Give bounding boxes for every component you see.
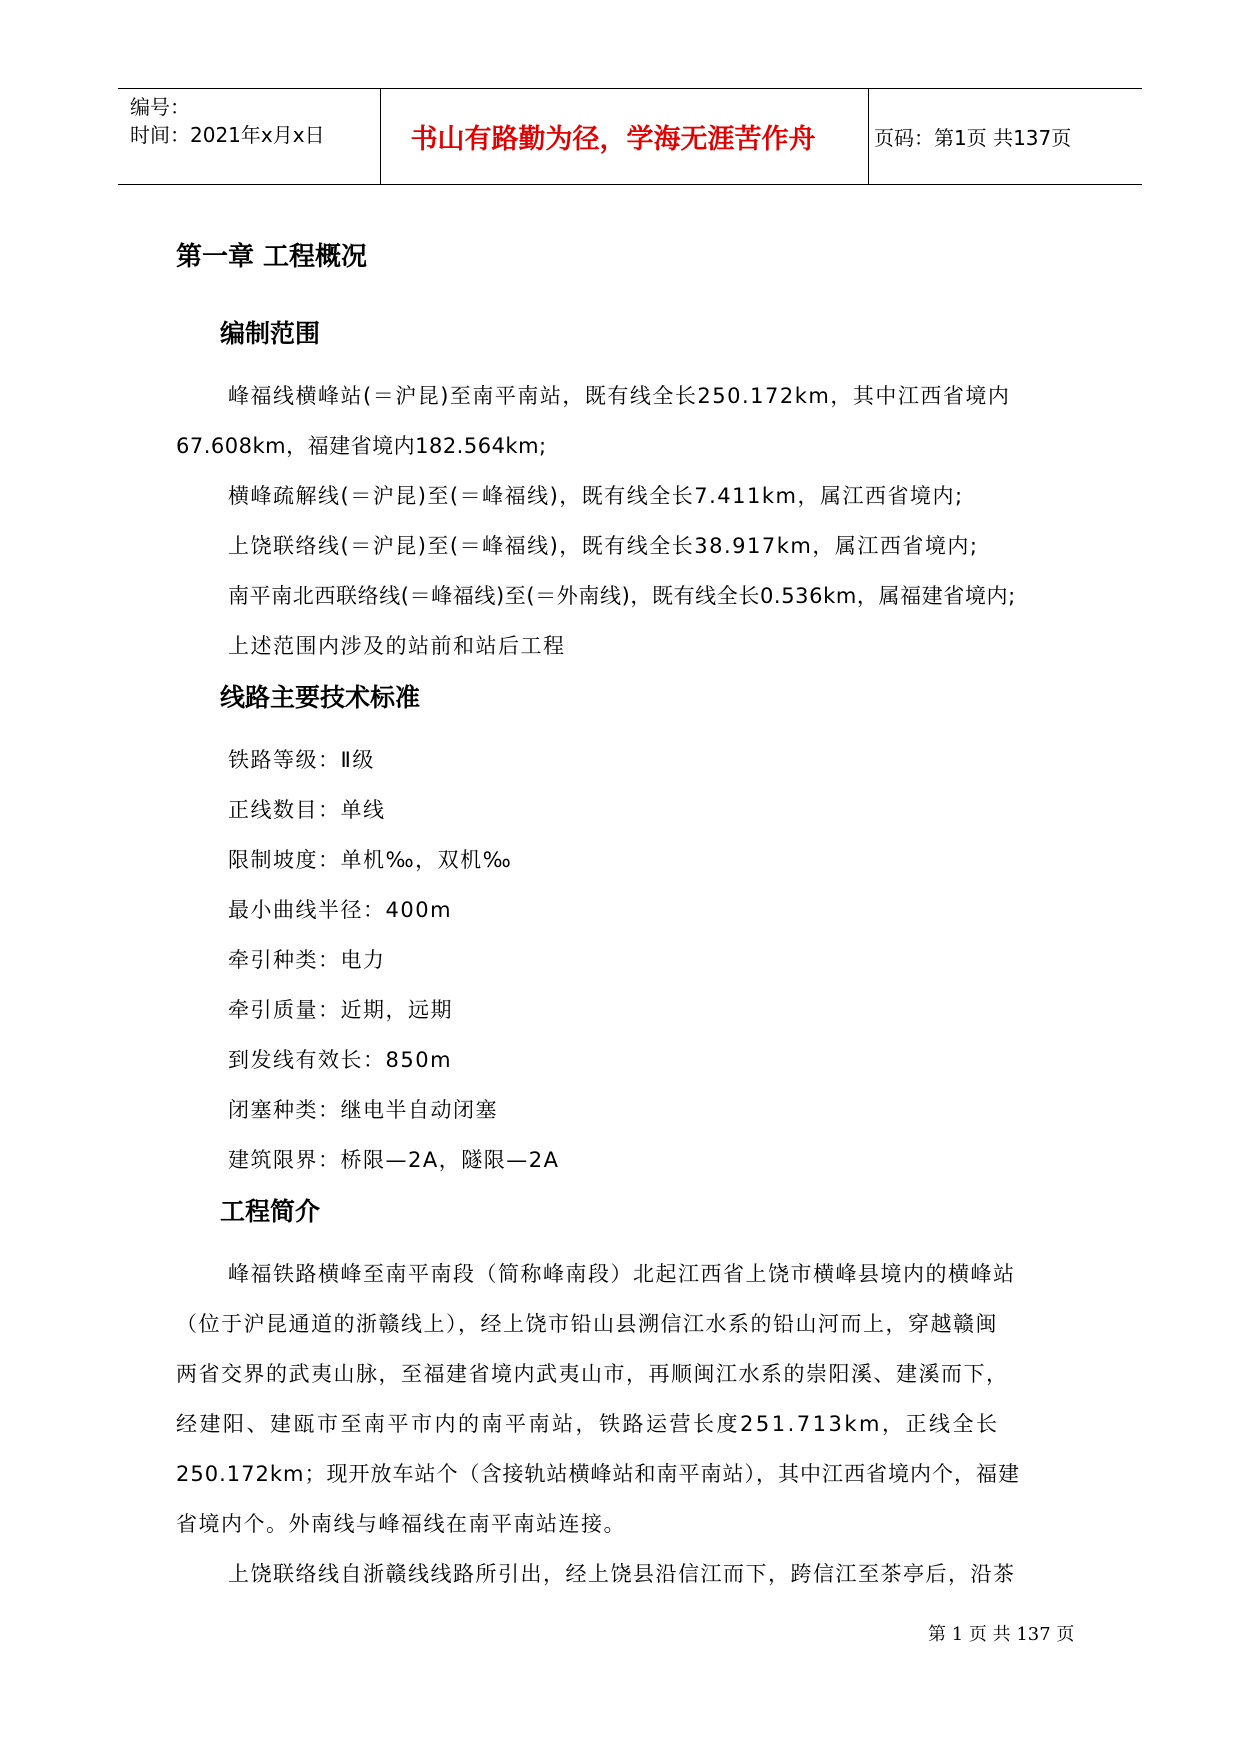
header-motto: 书山有路勤为径，学海无涯苦作舟	[410, 124, 816, 155]
chapter-title: 第一章 工程概况	[176, 242, 368, 272]
standard-item: 最小曲线半径：400m	[228, 898, 453, 922]
paragraph-line: （位于沪昆通道的浙赣线上），经上饶市铅山县溯信江水系的铅山河而上，穿越赣闽	[176, 1312, 998, 1336]
standard-item: 建筑限界：桥限—2A，隧限—2A	[228, 1148, 560, 1172]
paragraph-line: 横峰疏解线(＝沪昆)至(＝峰福线)，既有线全长7.411km，属江西省境内;	[228, 484, 964, 508]
header-table	[118, 88, 1142, 185]
standard-item: 正线数目：单线	[228, 798, 386, 822]
standard-item: 限制坡度：单机‰，双机‰	[228, 848, 513, 872]
standard-item: 到发线有效长：850m	[228, 1048, 453, 1072]
document-time-label: 时间：2021年x月x日	[130, 123, 325, 147]
standard-item: 闭塞种类：继电半自动闭塞	[228, 1098, 498, 1122]
standard-item: 牵引质量：近期，远期	[228, 998, 453, 1022]
header-divider	[868, 89, 869, 184]
header-page-label: 页码：第1页 共137页	[874, 126, 1072, 150]
paragraph-line: 两省交界的武夷山脉，至福建省境内武夷山市，再顺闽江水系的崇阳溪、建溪而下，	[176, 1362, 1009, 1386]
paragraph-line: 上述范围内涉及的站前和站后工程	[228, 634, 566, 658]
paragraph-line: 67.608km，福建省境内182.564km;	[176, 434, 547, 458]
section-title-overview: 工程简介	[220, 1197, 321, 1226]
paragraph-line: 南平南北西联络线(＝峰福线)至(＝外南线)，既有线全长0.536km，属福建省境内;	[228, 584, 1016, 608]
header-info-cell	[130, 89, 380, 184]
paragraph-line: 峰福线横峰站(＝沪昆)至南平南站，既有线全长250.172km，其中江西省境内	[228, 384, 1011, 408]
paragraph-line: 上饶联络线(＝沪昆)至(＝峰福线)，既有线全长38.917km，属江西省境内;	[228, 534, 979, 558]
paragraph-line: 250.172km；现开放车站个（含接轨站横峰站和南平南站），其中江西省境内个，福建	[176, 1462, 1020, 1486]
paragraph-line: 经建阳、建瓯市至南平市内的南平南站，铁路运营长度251.713km，正线全长	[176, 1412, 1000, 1436]
paragraph-line: 省境内个。外南线与峰福线在南平南站连接。	[176, 1512, 626, 1536]
paragraph-line: 上饶联络线自浙赣线线路所引出，经上饶县沿信江而下，跨信江至茶亭后，沿茶	[228, 1562, 1016, 1586]
standard-item: 铁路等级：Ⅱ级	[228, 748, 375, 772]
section-title-scope: 编制范围	[220, 319, 321, 348]
section-title-standards: 线路主要技术标准	[220, 683, 421, 712]
document-number-label: 编号：	[130, 95, 190, 119]
paragraph-line: 峰福铁路横峰至南平南段（简称峰南段）北起江西省上饶市横峰县境内的横峰站	[228, 1262, 1016, 1286]
page-footer: 第 1 页 共 137 页	[928, 1624, 1075, 1645]
standard-item: 牵引种类：电力	[228, 948, 386, 972]
